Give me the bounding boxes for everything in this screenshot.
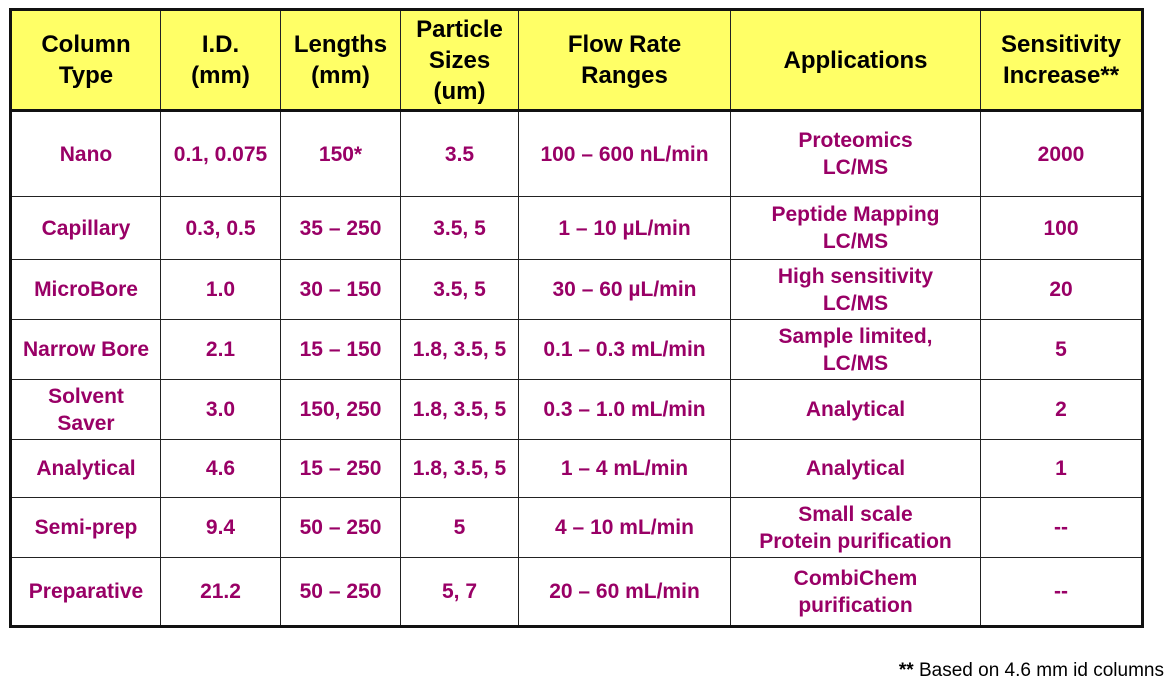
table-row: [11, 320, 1143, 380]
cell-column-type: Semi-prep: [11, 498, 161, 558]
footnote-marker: **: [898, 660, 914, 681]
cell-lengths: 150, 250: [281, 380, 401, 440]
table-row: [11, 440, 1143, 498]
cell-flow-rate: 4 – 10 mL/min: [519, 498, 731, 558]
cell-lengths: 30 – 150: [281, 260, 401, 320]
footnote-text: Based on 4.6 mm id columns: [913, 660, 1164, 681]
header-flow-rate: Flow Rate Ranges: [519, 10, 731, 111]
cell-column-type: Capillary: [11, 197, 161, 260]
cell-id: 2.1: [161, 320, 281, 380]
cell-sensitivity: 5: [981, 320, 1143, 380]
header-column-type: Column Type: [11, 10, 161, 111]
cell-flow-rate: 30 – 60 µL/min: [519, 260, 731, 320]
column-comparison-table: [9, 8, 1144, 628]
cell-particle-sizes: 1.8, 3.5, 5: [401, 320, 519, 380]
header-sensitivity: Sensitivity Increase**: [981, 10, 1143, 111]
cell-flow-rate: 1 – 4 mL/min: [519, 440, 731, 498]
table-row: [11, 111, 1143, 197]
cell-flow-rate: 0.3 – 1.0 mL/min: [519, 380, 731, 440]
header-particle-sizes: Particle Sizes (um): [401, 10, 519, 111]
cell-lengths: 50 – 250: [281, 558, 401, 627]
cell-flow-rate: 100 – 600 nL/min: [519, 111, 731, 197]
cell-applications: Analytical: [731, 440, 981, 498]
cell-particle-sizes: 1.8, 3.5, 5: [401, 440, 519, 498]
table-row: [11, 260, 1143, 320]
cell-sensitivity: --: [981, 498, 1143, 558]
cell-sensitivity: 1: [981, 440, 1143, 498]
footnote: [899, 660, 1164, 682]
cell-lengths: 50 – 250: [281, 498, 401, 558]
cell-particle-sizes: 1.8, 3.5, 5: [401, 380, 519, 440]
cell-sensitivity: 20: [981, 260, 1143, 320]
cell-applications: Small scale Protein purification: [731, 498, 981, 558]
cell-particle-sizes: 5: [401, 498, 519, 558]
cell-flow-rate: 0.1 – 0.3 mL/min: [519, 320, 731, 380]
cell-column-type: Nano: [11, 111, 161, 197]
cell-id: 3.0: [161, 380, 281, 440]
table-row: [11, 380, 1143, 440]
cell-id: 0.1, 0.075: [161, 111, 281, 197]
cell-applications: Proteomics LC/MS: [731, 111, 981, 197]
cell-applications: Sample limited, LC/MS: [731, 320, 981, 380]
header-id: I.D. (mm): [161, 10, 281, 111]
cell-id: 1.0: [161, 260, 281, 320]
cell-lengths: 15 – 150: [281, 320, 401, 380]
header-applications: Applications: [731, 10, 981, 111]
cell-id: 9.4: [161, 498, 281, 558]
cell-column-type: Narrow Bore: [11, 320, 161, 380]
cell-column-type: Preparative: [11, 558, 161, 627]
cell-id: 21.2: [161, 558, 281, 627]
cell-column-type: Solvent Saver: [11, 380, 161, 440]
header-row: [11, 10, 1143, 111]
cell-sensitivity: 2000: [981, 111, 1143, 197]
table-row: [11, 558, 1143, 627]
cell-applications: Analytical: [731, 380, 981, 440]
column-comparison-table-container: [9, 8, 1141, 624]
cell-applications: High sensitivity LC/MS: [731, 260, 981, 320]
cell-id: 4.6: [161, 440, 281, 498]
cell-flow-rate: 20 – 60 mL/min: [519, 558, 731, 627]
cell-particle-sizes: 5, 7: [401, 558, 519, 627]
cell-sensitivity: 100: [981, 197, 1143, 260]
cell-sensitivity: --: [981, 558, 1143, 627]
cell-lengths: 150*: [281, 111, 401, 197]
cell-flow-rate: 1 – 10 µL/min: [519, 197, 731, 260]
table-row: [11, 197, 1143, 260]
cell-particle-sizes: 3.5, 5: [401, 260, 519, 320]
cell-applications: Peptide Mapping LC/MS: [731, 197, 981, 260]
cell-applications: CombiChem purification: [731, 558, 981, 627]
table-row: [11, 498, 1143, 558]
cell-column-type: Analytical: [11, 440, 161, 498]
cell-column-type: MicroBore: [11, 260, 161, 320]
cell-lengths: 35 – 250: [281, 197, 401, 260]
header-lengths: Lengths (mm): [281, 10, 401, 111]
cell-id: 0.3, 0.5: [161, 197, 281, 260]
cell-particle-sizes: 3.5, 5: [401, 197, 519, 260]
cell-particle-sizes: 3.5: [401, 111, 519, 197]
cell-lengths: 15 – 250: [281, 440, 401, 498]
cell-sensitivity: 2: [981, 380, 1143, 440]
